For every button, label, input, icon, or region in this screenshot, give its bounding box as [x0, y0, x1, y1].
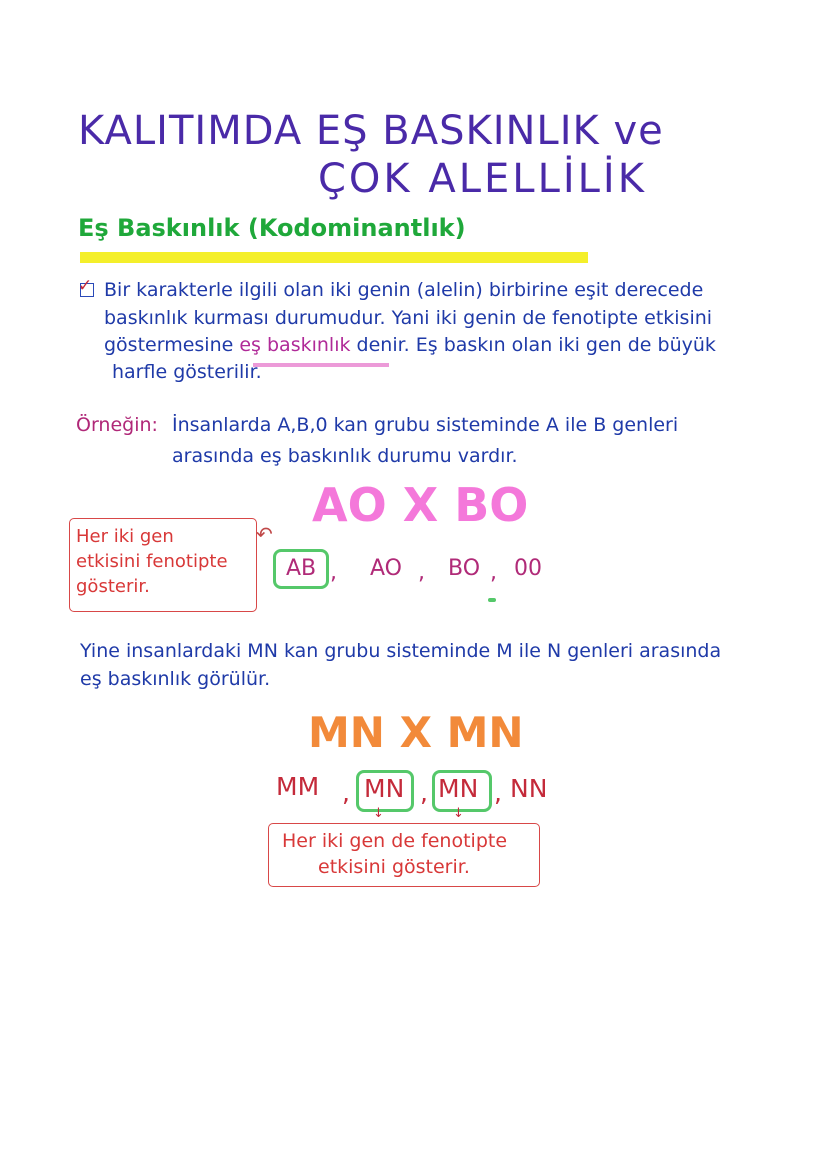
highlighted-term: eş baskınlık — [239, 334, 351, 356]
note-2-line-2: etkisini gösterir. — [318, 856, 470, 878]
cross-abo: AO X BO — [312, 478, 529, 532]
note-1-line-2: etkisini fenotipte — [76, 551, 228, 572]
separator: , — [330, 560, 337, 585]
page-title-line1: KALITIMDA EŞ BASKINLIK ve — [78, 108, 664, 154]
curved-arrow-icon: ↶ — [256, 522, 273, 546]
separator: , — [490, 560, 497, 585]
example-label: Örneğin: — [76, 414, 158, 436]
term-underline — [253, 363, 389, 367]
cross-mn: MN X MN — [308, 708, 524, 757]
checkmark-icon: ✓ — [78, 276, 93, 296]
separator: , — [420, 778, 428, 807]
genotype-bo: BO — [448, 556, 481, 581]
section-heading: Eş Baskınlık (Kodominantlık) — [78, 214, 466, 242]
note-1-line-1: Her iki gen — [76, 526, 174, 547]
genotype-mm: MM — [276, 772, 320, 801]
green-mark — [488, 598, 496, 602]
example1-line-2: arasında eş baskınlık durumu vardır. — [172, 445, 518, 467]
example2-line-1: Yine insanlardaki MN kan grubu sisteminde M ile N genleri arasında — [80, 640, 722, 662]
example2-line-2: eş baskınlık görülür. — [80, 668, 271, 690]
separator: , — [494, 778, 502, 807]
genotype-nn: NN — [510, 774, 548, 803]
genotype-mn-2: MN — [438, 774, 479, 803]
separator: , — [342, 778, 350, 807]
definition-line-2: baskınlık kurması durumudur. Yani iki genin de fenotipte etkisini — [104, 307, 713, 329]
definition-line-3 — [104, 334, 716, 356]
genotype-oo: 00 — [514, 556, 542, 581]
definition-line-3c: denir. Eş baskın olan iki gen de büyük — [356, 334, 716, 356]
genotype-mn-1: MN — [364, 774, 405, 803]
genotype-ao: AO — [370, 556, 402, 581]
definition-line-4: harfle gösterilir. — [112, 361, 262, 383]
example1-line-1: İnsanlarda A,B,0 kan grubu sisteminde A ile B genleri — [172, 414, 679, 436]
down-arrow-icon: ↓ — [373, 806, 384, 821]
note-1-line-3: gösterir. — [76, 576, 150, 597]
page-title-line2: ÇOK ALELLİLİK — [318, 156, 647, 202]
separator: , — [418, 560, 425, 585]
definition-line-3a: göstermesine — [104, 334, 234, 356]
heading-highlight — [80, 252, 588, 263]
down-arrow-icon: ↓ — [453, 806, 464, 821]
note-2-line-1: Her iki gen de fenotipte — [282, 830, 508, 852]
definition-line-1: Bir karakterle ilgili olan iki genin (alelin) birbirine eşit derecede — [104, 279, 704, 301]
genotype-ab: AB — [286, 556, 317, 581]
note-1 — [76, 524, 228, 599]
